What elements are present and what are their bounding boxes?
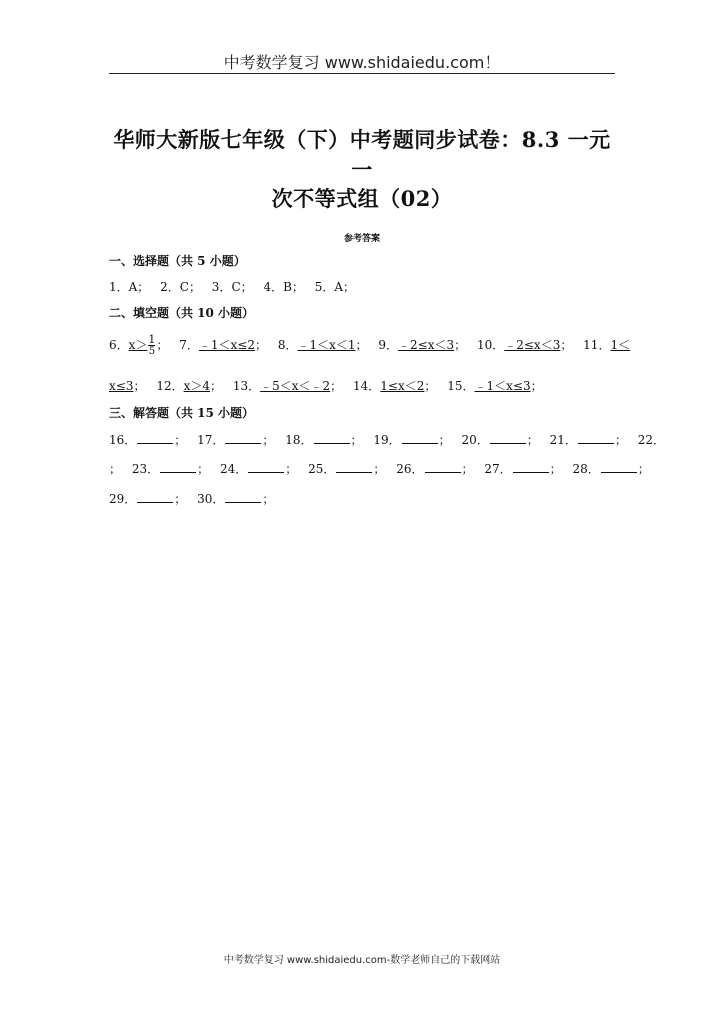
separator: ； (530, 379, 543, 393)
document-title-line-2: 次不等式组（02） (271, 186, 453, 211)
answer-num: 3． (211, 280, 232, 294)
answer-blank (160, 462, 196, 473)
q21-num: 21． (549, 433, 577, 447)
separator: ； (526, 433, 539, 447)
answer-num: 2． (160, 280, 180, 294)
section-1-answers (109, 278, 355, 295)
q20-num: 20． (461, 433, 489, 447)
separator: ； (255, 338, 268, 352)
q26-num: 26． (396, 462, 424, 476)
separator: ； (614, 433, 627, 447)
q11-answer-part-2: x≤3 (109, 379, 134, 393)
separator: ； (454, 338, 467, 352)
q23-num: 23． (131, 462, 160, 476)
answer-blank (425, 462, 461, 473)
answer-heading: 参考答案 (343, 234, 380, 244)
separator: ； (373, 462, 386, 476)
section-3-heading: 三、解答题（共 15 小题） (109, 406, 255, 420)
section-1-heading: 一、选择题（共 5 小题） (109, 254, 246, 268)
section-2-answers-line-2 (109, 377, 543, 394)
q22-num: 22． (637, 433, 666, 447)
q29-num: 29． (109, 492, 137, 506)
separator: ； (330, 379, 343, 393)
separator: ； (174, 492, 187, 506)
q7-num: 7． (179, 338, 199, 352)
page-footer: 中考数学复习 www.shidaiedu.com-数学老师自己的下载网站 (223, 955, 501, 966)
q19-num: 19． (373, 433, 401, 447)
separator: ； (350, 433, 363, 447)
answer-blank (225, 492, 261, 503)
q18-num: 18． (285, 433, 313, 447)
answer-num: 5． (314, 280, 335, 294)
answer-blank (402, 433, 438, 444)
separator: ； (424, 379, 437, 393)
document-title-line-1: 华师大新版七年级（下）中考题同步试卷：8.3 一元一 (113, 127, 611, 182)
page-header: 中考数学复习 www.shidaiedu.com！ (223, 53, 501, 72)
separator: ； (438, 433, 451, 447)
q13-num: 13． (232, 379, 261, 393)
q12-answer: x＞4 (183, 379, 210, 393)
answer-num: 4． (263, 280, 284, 294)
q17-num: 17． (197, 433, 225, 447)
q11-num: 11． (583, 338, 611, 352)
answer-blank (137, 492, 173, 503)
separator: ； (461, 462, 474, 476)
separator: ； (174, 433, 187, 447)
answer-blank (225, 433, 261, 444)
q27-num: 27． (484, 462, 512, 476)
answer-blank (137, 433, 173, 444)
separator: ； (156, 338, 169, 352)
q6-answer (128, 333, 157, 357)
q9-num: 9． (378, 338, 399, 352)
q9-answer: ﹣2≤x＜3 (398, 338, 455, 352)
q7-answer: ﹣1＜x≤2 (198, 338, 255, 352)
answer-num: 1． (109, 280, 129, 294)
q8-answer: ﹣1＜x＜1 (297, 338, 356, 352)
q28-num: 28． (572, 462, 600, 476)
answer-blank (490, 433, 526, 444)
q6-answer-text: x＞ (128, 338, 148, 352)
answer-blank (314, 433, 350, 444)
answer-blank (578, 433, 614, 444)
q16-num: 16． (109, 433, 137, 447)
fraction-denominator: 5 (148, 346, 156, 357)
q25-num: 25． (308, 462, 336, 476)
section-3-answers-line-1 (109, 431, 665, 448)
answer-value: A； (334, 280, 356, 294)
separator: ； (637, 462, 650, 476)
q15-answer: ﹣1＜x≤3 (474, 379, 531, 393)
separator: ； (262, 433, 275, 447)
answer-blank (513, 462, 549, 473)
q8-num: 8． (277, 338, 298, 352)
separator: ； (197, 462, 210, 476)
q6-fraction (148, 334, 155, 357)
fraction-numerator: 1 (148, 333, 156, 346)
answer-blank (601, 462, 637, 473)
separator: ； (109, 462, 122, 476)
separator: ； (262, 492, 275, 506)
q13-answer: ﹣5＜x＜﹣2 (260, 379, 331, 393)
separator: ； (549, 462, 562, 476)
q14-num: 14． (353, 379, 381, 393)
separator: ； (560, 338, 573, 352)
q14-answer: 1≤x＜2 (380, 379, 425, 393)
separator: ； (210, 379, 223, 393)
answer-blank (336, 462, 372, 473)
section-3-answers-line-3 (109, 490, 274, 507)
answer-value: C； (179, 280, 201, 294)
q10-answer: ﹣2≤x＜3 (504, 338, 561, 352)
answer-value: A； (128, 280, 150, 294)
section-3-answers-line-2 (109, 460, 650, 477)
header-divider (109, 73, 615, 74)
answer-value: C； (231, 280, 253, 294)
q12-num: 12． (156, 379, 184, 393)
q11-answer-part-1: 1＜ (610, 338, 631, 352)
q24-num: 24． (219, 462, 248, 476)
separator: ； (133, 379, 146, 393)
q15-num: 15． (447, 379, 475, 393)
section-2-heading: 二、填空题（共 10 小题） (109, 306, 255, 320)
answer-blank (248, 462, 284, 473)
separator: ； (355, 338, 368, 352)
separator: ； (285, 462, 298, 476)
answer-value: B； (283, 280, 304, 294)
q10-num: 10． (476, 338, 505, 352)
q6-num: 6． (109, 338, 129, 352)
section-2-answers-line-1 (109, 334, 630, 357)
q30-num: 30． (197, 492, 225, 506)
